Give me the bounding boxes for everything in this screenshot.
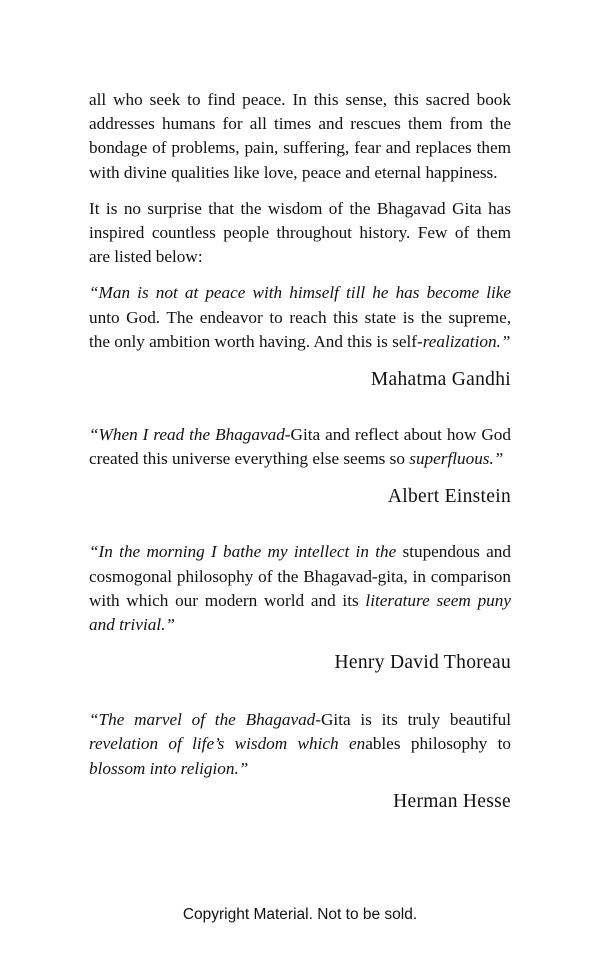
quote-segment: realization.” (422, 331, 511, 351)
quote-segment: “When I read the Bhagavad- (89, 425, 291, 445)
quote-segment: superfluous.” (409, 449, 504, 469)
quote-block-einstein (89, 423, 511, 508)
page-content (89, 88, 511, 813)
quote-block-gandhi (89, 281, 511, 391)
quote-segment: blossom into religion.” (89, 758, 249, 778)
quote-author: Mahatma Gandhi (370, 369, 511, 391)
quote-segment: ables philosophy to (365, 734, 511, 754)
lead-in-paragraph: It is no surprise that the wisdom of the Bhagavad Gita has inspired countless people throughout history. Few of them are listed below: (89, 198, 511, 267)
intro-paragraph: all who seek to find peace. In this sense, this sacred book addresses humans for all times and rescues them from the bondage of problems, pain, suffering, fear and replaces them with divine qualities like love, peace and eternal happiness. (89, 90, 511, 182)
quote-segment: “The marvel of the Bhagavad- (89, 710, 321, 730)
quote-author: Albert Einstein (387, 486, 511, 508)
quote-text (89, 423, 511, 471)
quote-block-hesse (89, 708, 511, 813)
quote-block-thoreau (89, 540, 511, 674)
copyright-notice: Copyright Material. Not to be sold. (182, 906, 418, 923)
quote-author: Henry David Thoreau (334, 652, 511, 674)
quote-segment: revelation of life’s wisdom which en (89, 734, 366, 754)
quote-text (89, 281, 511, 354)
quote-segment: unto God. The endeavor to reach this state is the supreme, the only ambition worth having. And this is self- (89, 307, 511, 351)
quote-author: Herman Hesse (393, 790, 511, 812)
quote-segment: stupendous and cosmogonal philosophy of the Bhagavad-gita, in comparison with which our modern world and its (89, 542, 511, 610)
quote-segment: “Man is not at peace with himself till he has become like (89, 283, 511, 303)
quote-text (89, 708, 511, 781)
quote-segment: literature seem puny and trivial.” (89, 590, 511, 635)
quote-text (89, 540, 511, 637)
quote-segment: “In the morning I bathe my intellect in the (89, 542, 397, 562)
quote-segment: Gita is its truly beautiful (321, 710, 511, 730)
quote-segment: Gita and reflect about how God created this universe everything else seems so (89, 425, 511, 469)
